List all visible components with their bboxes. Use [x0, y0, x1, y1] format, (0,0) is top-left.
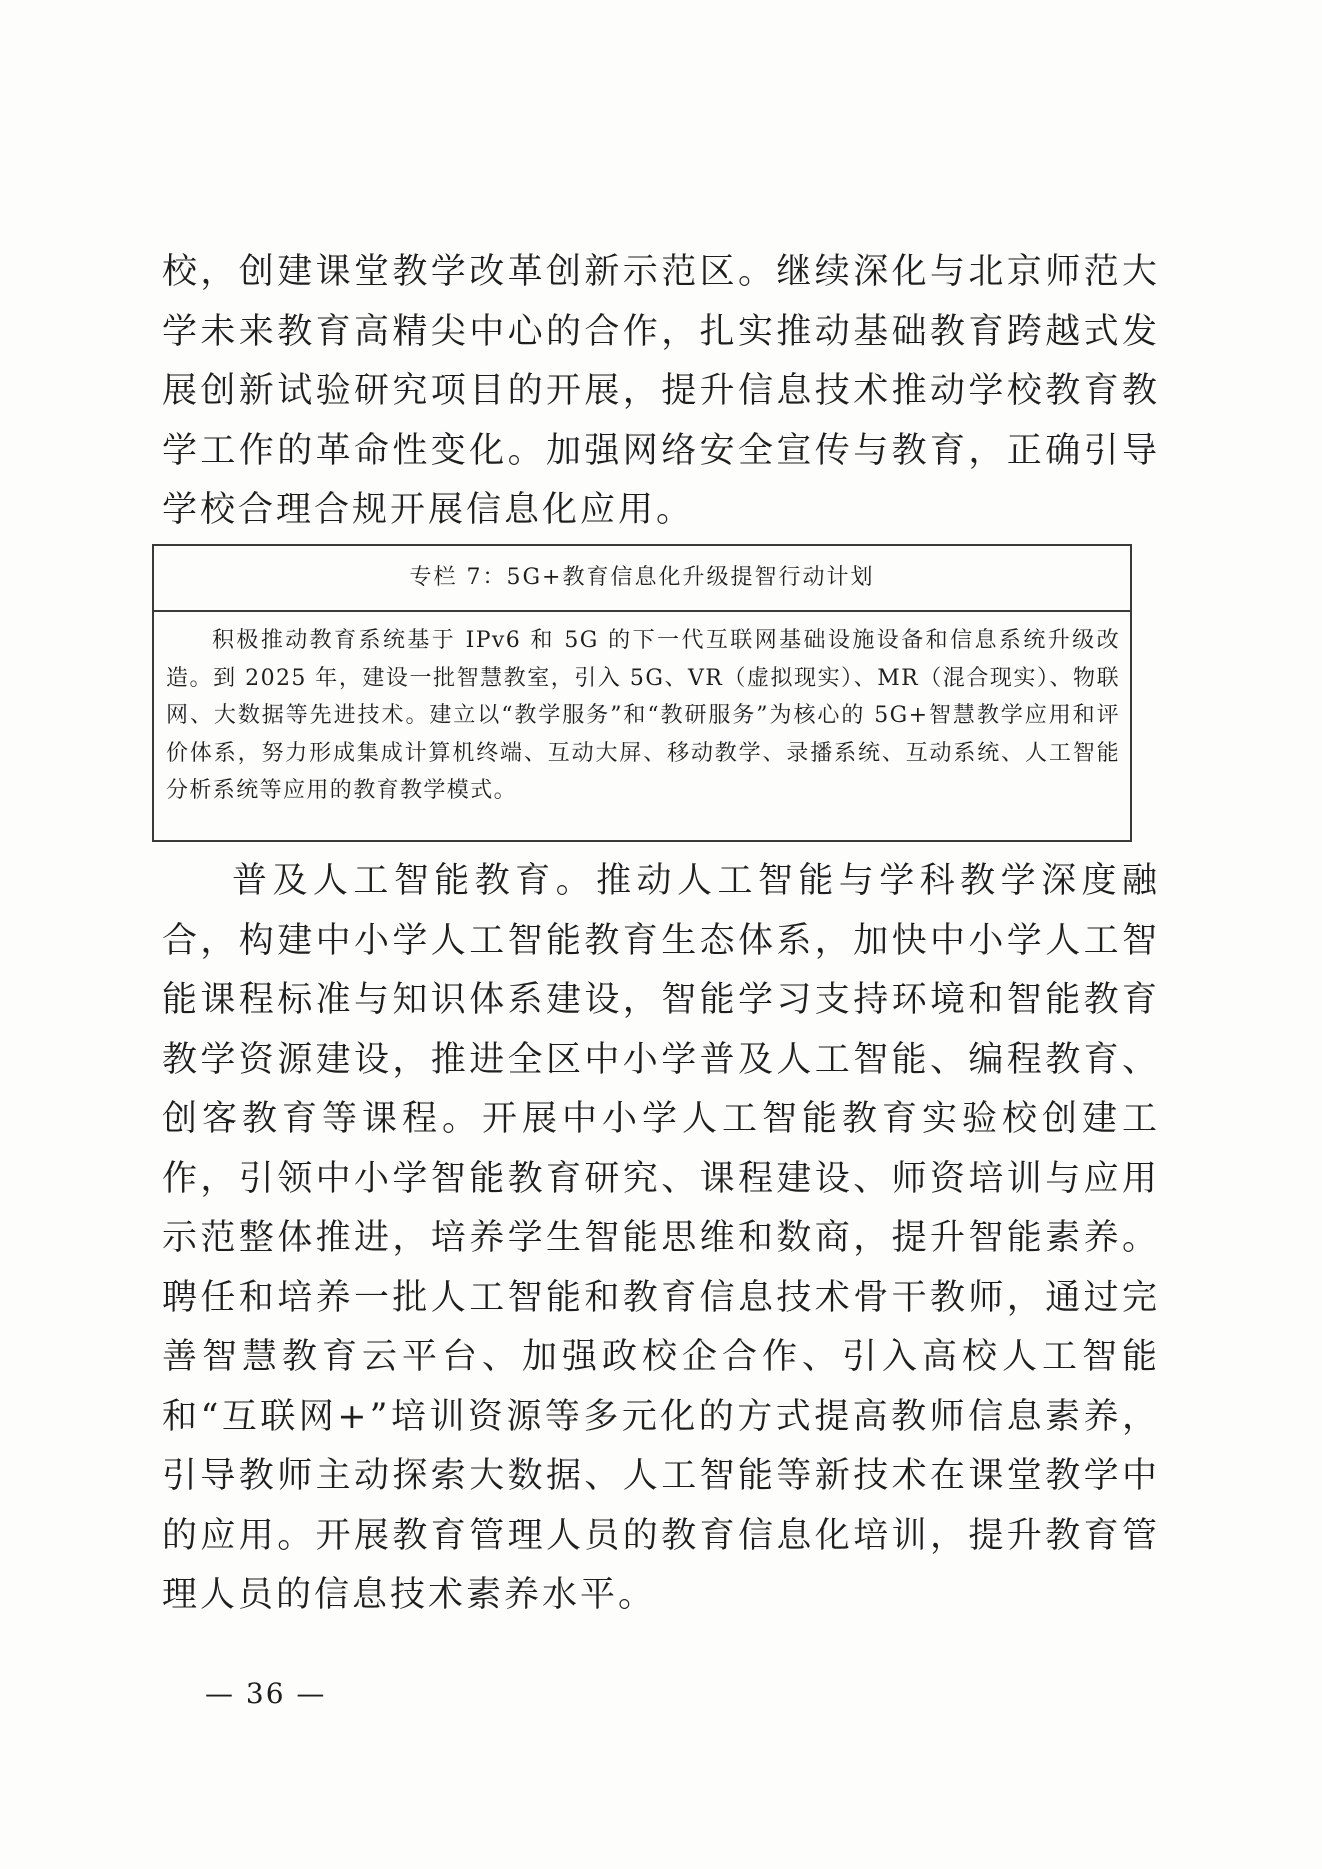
column-box — [152, 544, 1132, 842]
body-paragraph-1: 校，创建课堂教学改革创新示范区。继续深化与北京师范大学未来教育高精尖中心的合作，扎实推动基础教育跨越式发展创新试验研究项目的开展，提升信息技术推动学校教育教学工作的革命性变化。加强网络安全宣传与教育，正确引导学校合理合规开展信息化应用。 — [162, 252, 1160, 530]
column-box-body: 积极推动教育系统基于 IPv6 和 5G 的下一代互联网基础设施设备和信息系统升级改造。到 2025 年，建设一批智慧教室，引入 5G、VR（虚拟现实）、MR（混合现实）、物联网、大数据等先进技术。建立以“教学服务”和“教研服务”为核心的 5G+智慧教学应用和评价体系，努力形成集成计算机终端、互动大屏、移动教学、录播系统、互动系统、人工智能分析系统等应用的教育教学模式。 — [166, 628, 1120, 803]
page-number: — 36 — — [205, 1677, 327, 1710]
body-paragraph-2: 普及人工智能教育。推动人工智能与学科教学深度融合，构建中小学人工智能教育生态体系，加快中小学人工智能课程标准与知识体系建设，智能学习支持环境和智能教育教学资源建设，推进全区中小学普及人工智能、编程教育、创客教育等课程。开展中小学人工智能教育实验校创建工作，引领中小学智能教育研究、课程建设、师资培训与应用示范整体推进，培养学生智能思维和数商，提升智能素养。聘任和培养一批人工智能和教育信息技术骨干教师，通过完善智慧教育云平台、加强政校企合作、引入高校人工智能和“互联网+”培训资源等多元化的方式提高教师信息素养，引导教师主动探索大数据、人工智能等新技术在课堂教学中的应用。开展教育管理人员的教育信息化培训，提升教育管理人员的信息技术素养水平。 — [162, 861, 1160, 1615]
column-box-title: 专栏 7：5G+教育信息化升级提智行动计划 — [154, 546, 1130, 612]
